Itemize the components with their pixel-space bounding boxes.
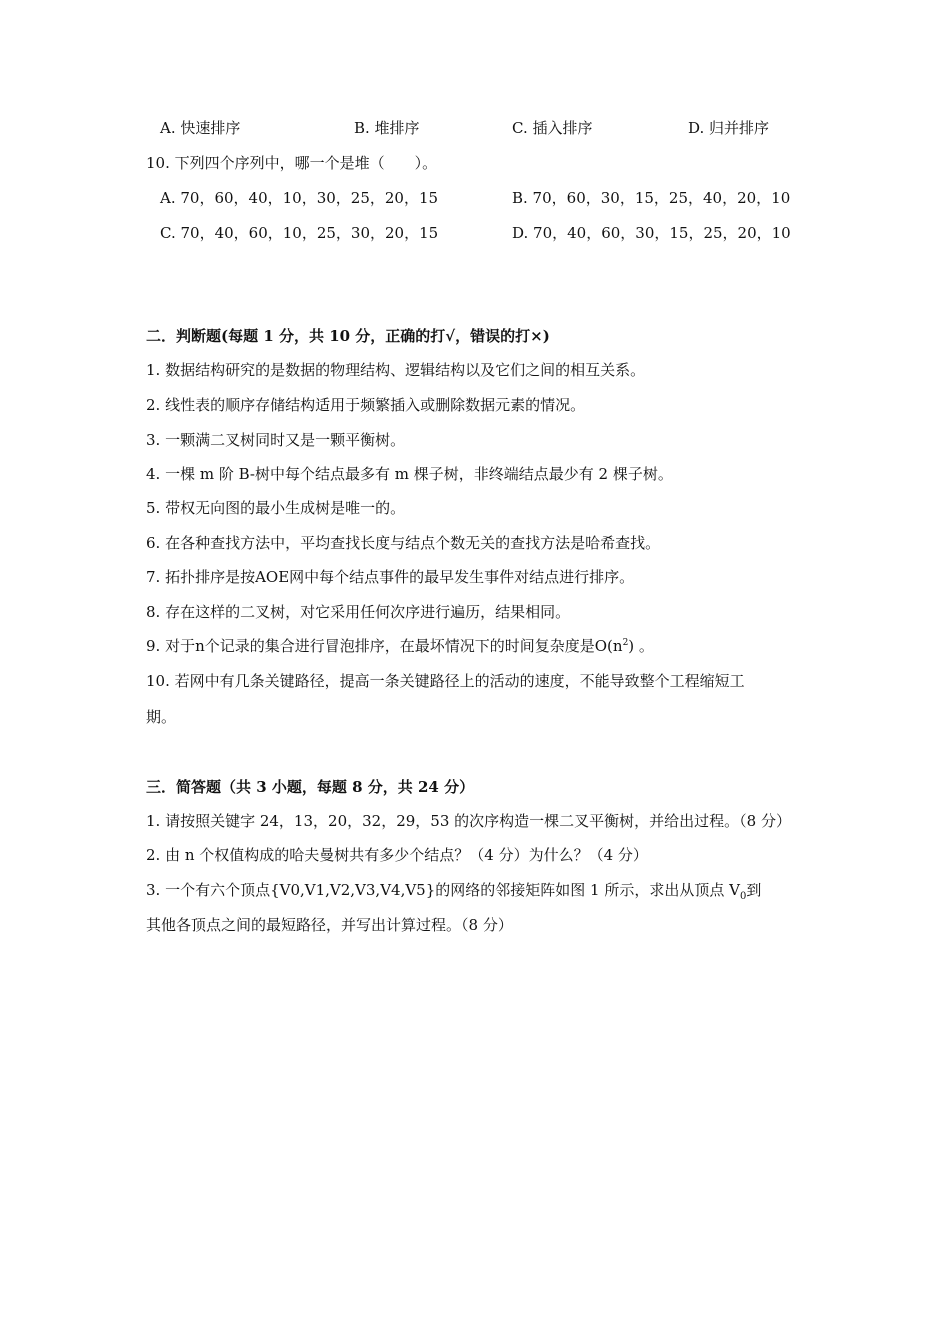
q10-option-a: A. 70，60，40，10，30，25，20，15: [160, 189, 439, 207]
item-3-prefix: 3. 一个有六个顶点{V0,V1,V2,V3,V4,V5}的网络的邻接矩阵如图 1 所示，求出从顶点 V: [146, 881, 740, 899]
judge-item: 8. 存在这样的二叉树，对它采用任何次序进行遍历，结果相同。: [146, 603, 571, 621]
judge-item: 6. 在各种查找方法中，平均查找长度与结点个数无关的查找方法是哈希查找。: [146, 534, 661, 552]
judge-item-10-line1: 10. 若网中有几条关键路径，提高一条关键路径上的活动的速度，不能导致整个工程缩短工: [146, 672, 745, 690]
q10-option-c: C. 70，40，60，10，25，30，20，15: [160, 224, 439, 242]
exponent: 2: [622, 638, 629, 648]
section2-heading: 二．判断题(每题 1 分，共 10 分，正确的打√，错误的打×): [146, 327, 550, 345]
q9-option-d: D. 归并排序: [688, 119, 770, 137]
judge-item: 2. 线性表的顺序存储结构适用于频繁插入或删除数据元素的情况。: [146, 396, 586, 414]
q9-option-b: B. 堆排序: [354, 119, 420, 137]
judge-item-9: [146, 636, 654, 656]
judge-item: 1. 数据结构研究的是数据的物理结构、逻辑结构以及它们之间的相互关系。: [146, 361, 646, 379]
q9-option-a: A. 快速排序: [160, 119, 241, 137]
short-answer-item-3-line1: [146, 880, 761, 900]
section3-heading: 三．简答题（共 3 小题，每题 8 分，共 24 分）: [146, 778, 475, 796]
judge-item: 4. 一棵 m 阶 B-树中每个结点最多有 m 棵子树，非终端结点最少有 2 棵子树。: [146, 465, 673, 483]
q9-option-c: C. 插入排序: [512, 119, 593, 137]
judge-item: 3. 一颗满二叉树同时又是一颗平衡树。: [146, 431, 406, 449]
judge-item: 7. 拓扑排序是按AOE网中每个结点事件的最早发生事件对结点进行排序。: [146, 568, 635, 586]
item-3-suffix: 到: [746, 881, 762, 899]
judge-item-9-prefix: 9. 对于n个记录的集合进行冒泡排序，在最坏情况下的时间复杂度是O(n: [146, 637, 623, 655]
judge-item: 5. 带权无向图的最小生成树是唯一的。: [146, 499, 406, 517]
subscript: 0: [739, 891, 747, 902]
short-answer-item-3-line2: 其他各顶点之间的最短路径，并写出计算过程。（8 分）: [146, 916, 513, 934]
q10-option-d: D. 70，40，60，30，15，25，20，10: [512, 224, 791, 242]
q10-stem: 10. 下列四个序列中，哪一个是堆（ ）。: [146, 154, 438, 172]
judge-item-9-suffix: ) 。: [628, 637, 654, 655]
short-answer-item-1: 1. 请按照关键字 24，13，20，32，29，53 的次序构造一棵二叉平衡树，并给出过程。（8 分）: [146, 812, 791, 830]
judge-item-10-line2: 期。: [146, 708, 177, 726]
short-answer-item-2: 2. 由 n 个权值构成的哈夫曼树共有多少个结点？（4 分）为什么？（4 分）: [146, 846, 648, 864]
q10-option-b: B. 70，60，30，15，25，40，20，10: [512, 189, 791, 207]
